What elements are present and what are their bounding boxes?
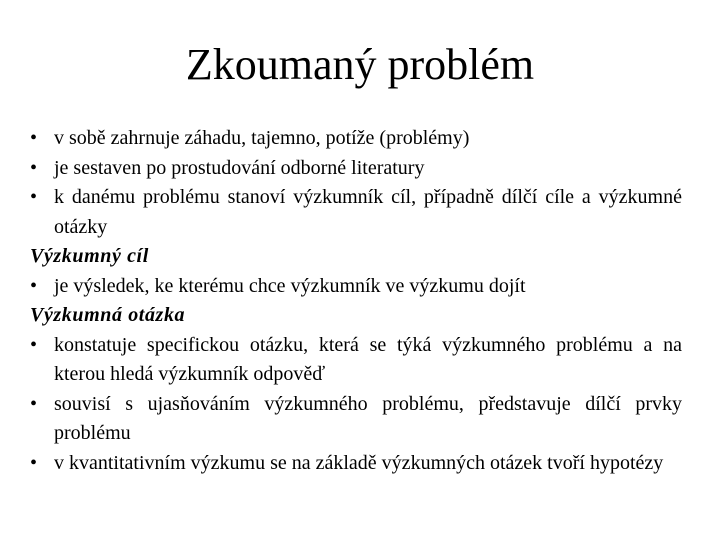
bullet-item [30, 124, 682, 154]
bullet-item [30, 449, 682, 479]
bullet-text: v kvantitativním výzkumu se na základě výzkumných otázek tvoří hypotézy [54, 451, 664, 474]
bullet-icon: • [30, 156, 38, 179]
bullet-text: k danému problému stanoví výzkumník cíl, případně dílčí cíle a výzkumné otázky [54, 186, 682, 238]
bullet-text: konstatuje specifickou otázku, která se týká výzkumného problému a na kterou hledá výzkumník odpověď [54, 333, 682, 385]
bullet-item [30, 390, 682, 449]
bullet-text: je výsledek, ke kterému chce výzkumník ve výzkumu dojít [54, 274, 526, 297]
bullet-text: je sestaven po prostudování odborné literatury [54, 156, 425, 179]
bullet-text: v sobě zahrnuje záhadu, tajemno, potíže (problémy) [54, 127, 470, 149]
bullet-item [30, 272, 682, 302]
bullet-icon: • [30, 186, 38, 208]
bullet-item [30, 154, 682, 184]
slide-title: Zkoumaný problém [185, 40, 535, 89]
slide-content [30, 124, 682, 478]
bullet-icon: • [30, 392, 38, 415]
bullet-icon: • [30, 333, 38, 356]
bullet-icon: • [30, 127, 38, 149]
section-heading-research-question: Výzkumná otázka [30, 304, 186, 326]
bullet-icon: • [30, 451, 38, 474]
bullet-item [30, 183, 682, 242]
bullet-text: souvisí s ujasňováním výzkumného problému, představuje dílčí prvky problému [54, 392, 682, 444]
bullet-item [30, 331, 682, 390]
section-heading-research-goal: Výzkumný cíl [30, 245, 149, 267]
bullet-icon: • [30, 274, 38, 297]
